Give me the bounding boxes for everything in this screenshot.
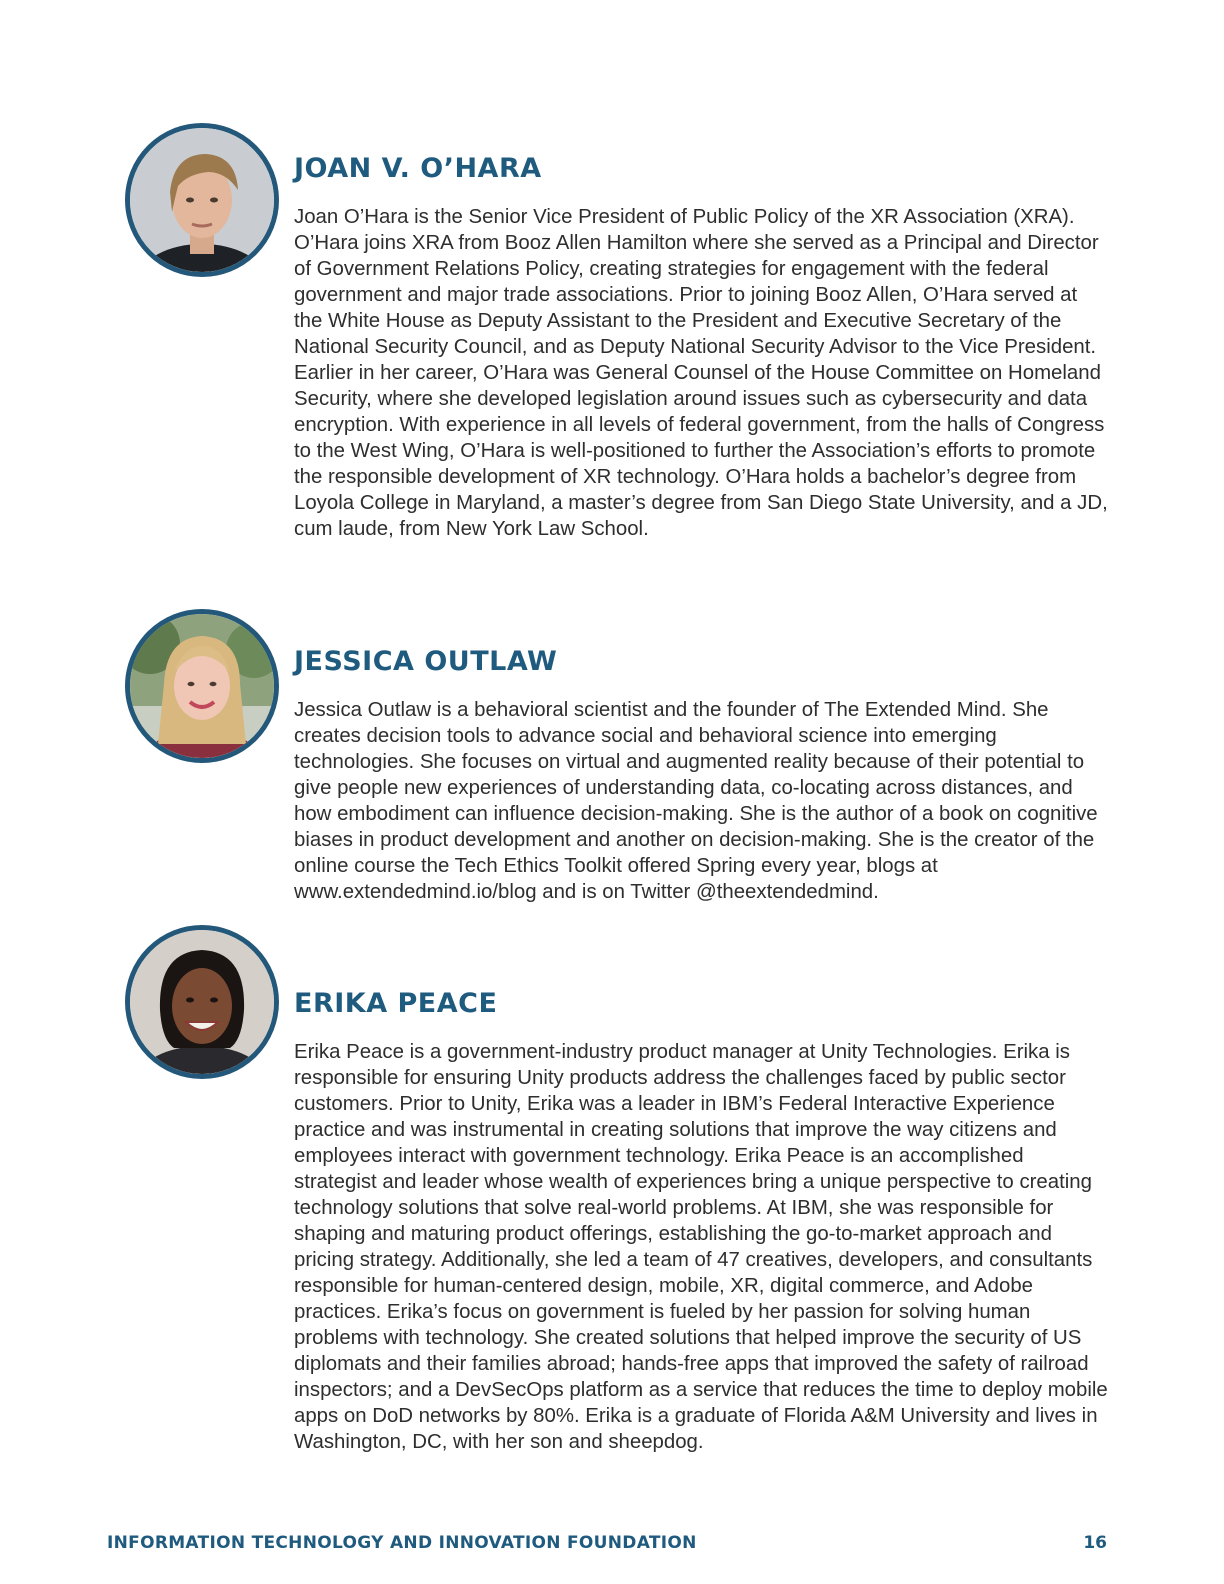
portrait-joan-ohara-image: [130, 128, 274, 272]
portrait-erika-peace-image: [130, 930, 274, 1074]
portrait-photo: [125, 123, 279, 277]
portrait-photo: [125, 925, 279, 1079]
bio-text: Jessica Outlaw is a behavioral scientist and the founder of The Extended Mind. She creates decision tools to advance social and behavioral science into emerging technologies. She focuses on virtual and augmented reality because of their potential to give people new experiences of understanding data, co-locating across distances, and how embodiment can influence decision-making. She is the author of a book on cognitive biases in product development and another on decision-making. She is the creator of the online course the Tech Ethics Toolkit offered Spring every year, blogs at www.extendedmind.io/blog and is on Twitter @theextendedmind.: [294, 699, 1098, 903]
bio-name: JOAN V. O’HARA: [294, 153, 542, 184]
footer-organization: INFORMATION TECHNOLOGY AND INNOVATION FOUNDATION: [107, 1533, 697, 1553]
page-number: 16: [1083, 1533, 1107, 1553]
portrait-photo: [125, 609, 279, 763]
portrait-jessica-outlaw-image: [130, 614, 274, 758]
bio-text: Joan O’Hara is the Senior Vice President of Public Policy of the XR Association (XRA). O’Hara joins XRA from Booz Allen Hamilton where she served as a Principal and Director of Government Relations Policy, creating strategies for engagement with the federal government and major trade associations. Prior to joining Booz Allen, O’Hara served at the White House as Deputy Assistant to the President and Executive Secretary of the National Security Council, and as Deputy National Security Advisor to the Vice President. Earlier in her career, O’Hara was General Counsel of the House Committee on Homeland Security, where she developed legislation around issues such as cybersecurity and data encryption. With experience in all levels of federal government, from the halls of Congress to the West Wing, O’Hara is well-positioned to further the Association’s efforts to promote the responsible development of XR technology. O’Hara holds a bachelor’s degree from Loyola College in Maryland, a master’s degree from San Diego State University, and a JD, cum laude, from New York Law School.: [294, 206, 1108, 540]
bio-name: ERIKA PEACE: [294, 988, 498, 1019]
bio-text: Erika Peace is a government-industry product manager at Unity Technologies. Erika is responsible for ensuring Unity products address the challenges faced by public sector customers. Prior to Unity, Erika was a leader in IBM’s Federal Interactive Experience practice and was instrumental in creating solutions that improve the way citizens and employees interact with government technology. Erika Peace is an accomplished strategist and leader whose wealth of experiences bring a unique perspective to creating technology solutions that solve real-world problems. At IBM, she was responsible for shaping and maturing product offerings, establishing the go-to-market approach and pricing strategy. Additionally, she led a team of 47 creatives, developers, and consultants responsible for human-centered design, mobile, XR, digital commerce, and Adobe practices. Erika’s focus on government is fueled by her passion for solving human problems with technology. She created solutions that helped improve the security of US diplomats and their families abroad; hands-free apps that improved the safety of railroad inspectors; and a DevSecOps platform as a service that reduces the time to deploy mobile apps on DoD networks by 80%. Erika is a graduate of Florida A&M University and lives in Washington, DC, with her son and sheepdog.: [294, 1041, 1108, 1453]
bio-name: JESSICA OUTLAW: [294, 646, 558, 677]
